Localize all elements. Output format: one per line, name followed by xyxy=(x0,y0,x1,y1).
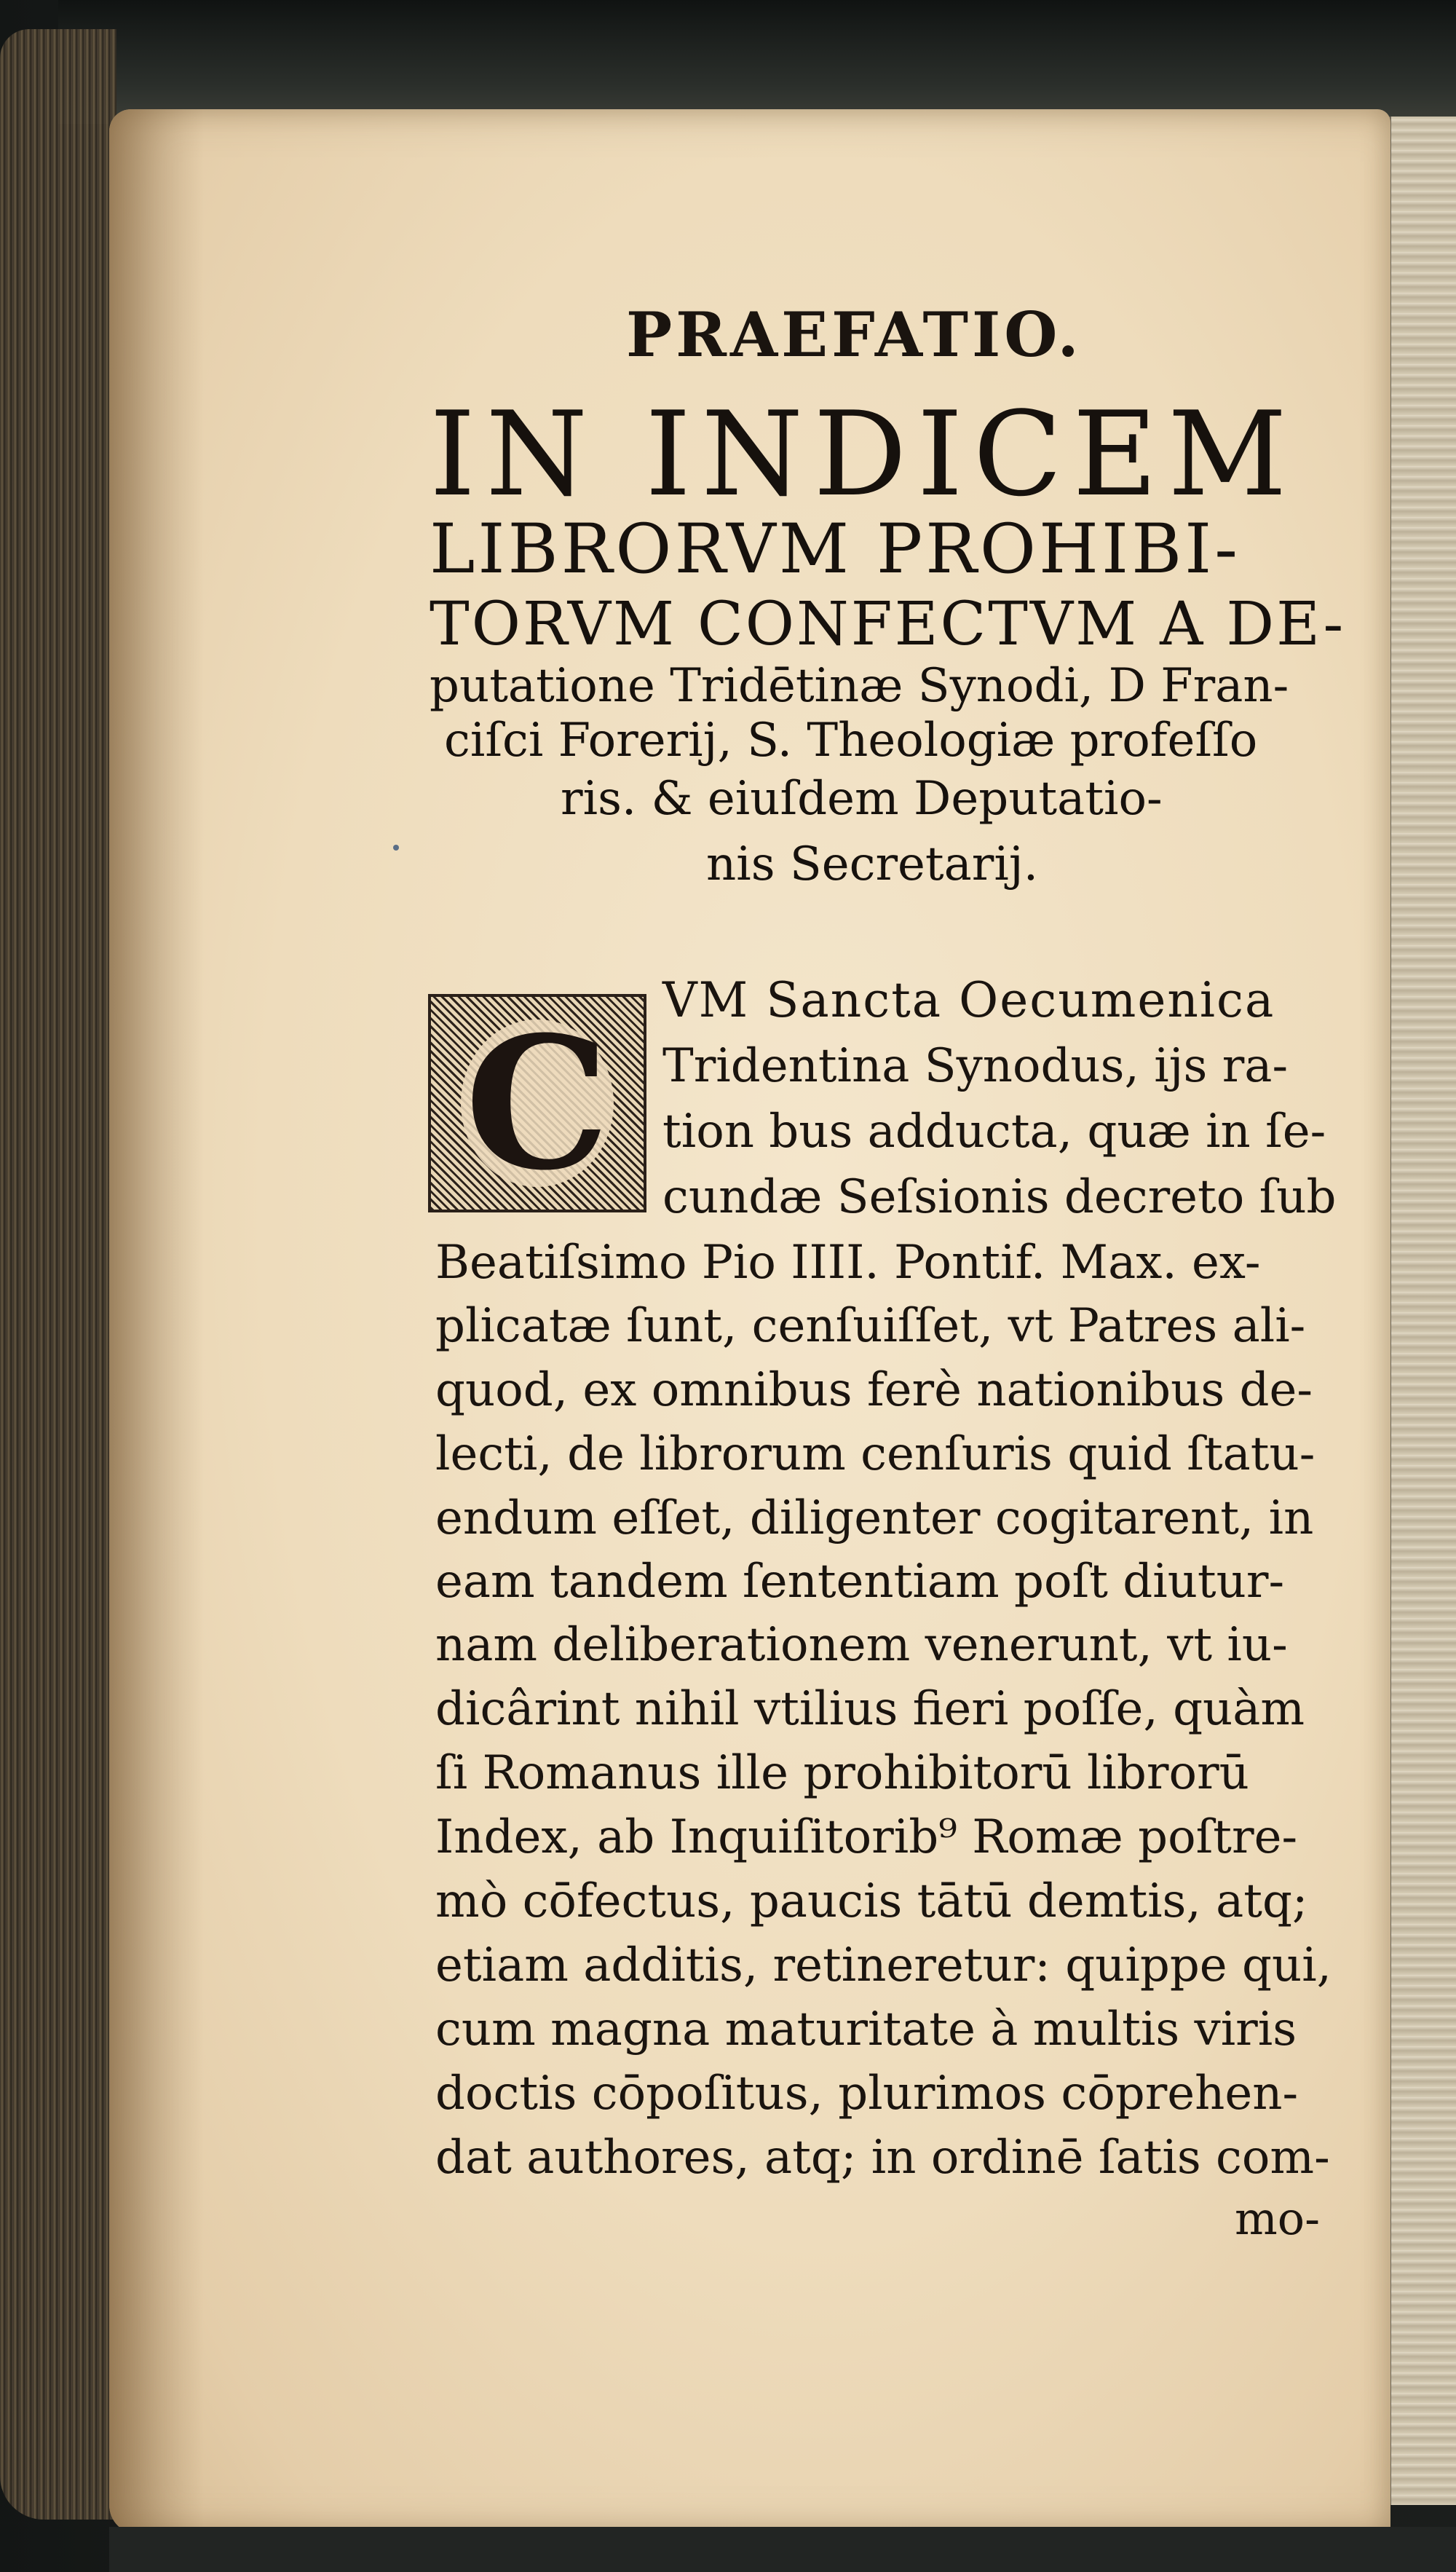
body-line: dat authores, atq; in ordinē ſatis com- xyxy=(435,2131,1330,2185)
body-line: Index, ab Inquiſitorib⁹ Romæ poſtre- xyxy=(435,1810,1298,1864)
body-line: doctis cōpoſitus, plurimos cōprehen- xyxy=(435,2067,1299,2121)
title-line-5: ciſci Forerij, S. Theologiæ profeſſo xyxy=(444,714,1258,768)
running-head: PRAEFATIO. xyxy=(626,299,1083,371)
title-line-6: ris. & eiuſdem Deputatio- xyxy=(561,772,1163,826)
intro-line-4: cundæ Seſsionis decreto ſub xyxy=(662,1170,1337,1224)
ink-spot xyxy=(393,845,399,851)
body-line: Beatiſsimo Pio IIII. Pontif. Max. ex- xyxy=(435,1236,1261,1290)
title-line-1: IN INDICEM xyxy=(430,386,1297,522)
gutter-shadow xyxy=(109,109,204,2534)
intro-line-1: VM Sancta Oecumenica xyxy=(662,972,1275,1028)
body-line: mò cōfectus, paucis tātū demtis, atq; xyxy=(435,1874,1308,1928)
body-line: etiam additis, retineretur: quippe qui, xyxy=(435,1938,1332,1992)
intro-line-3: tion bus adducta, quæ in ſe- xyxy=(662,1105,1326,1159)
decorated-initial xyxy=(428,994,646,1212)
facing-page-edge xyxy=(1387,117,1456,2505)
body-line: quod, ex omnibus ferè nationibus de- xyxy=(435,1363,1313,1417)
body-line: endum eſſet, diligenter cogitarent, in xyxy=(435,1491,1314,1545)
body-line: lecti, de librorum cenſuris quid ſtatu- xyxy=(435,1427,1315,1481)
body-line: nam deliberationem venerunt, vt iu- xyxy=(435,1618,1288,1672)
body-line: dicârint nihil vtilius fieri poſſe, quàm xyxy=(435,1682,1305,1736)
background-top xyxy=(58,0,1456,124)
background-bottom xyxy=(109,2527,1456,2572)
initial-letter: C xyxy=(461,1019,614,1187)
intro-line-2: Tridentina Synodus, ijs ra- xyxy=(662,1039,1289,1093)
title-line-3: TORVM CONFECTVM A DE- xyxy=(430,590,1346,659)
catchword: mo- xyxy=(1235,2192,1321,2245)
body-line: eam tandem ſententiam poſt diutur- xyxy=(435,1555,1285,1609)
title-line-7: nis Secretarij. xyxy=(706,837,1039,891)
title-line-2: LIBRORVM PROHIBI- xyxy=(430,510,1241,589)
title-line-4: putatione Tridētinæ Synodi, D Fran- xyxy=(430,659,1289,713)
body-line: plicatæ ſunt, cenſuiſſet, vt Patres ali- xyxy=(435,1299,1306,1353)
body-line: cum magna maturitate à multis viris xyxy=(435,2003,1297,2056)
body-line: ſi Romanus ille prohibitorū librorū xyxy=(435,1746,1249,1800)
book-edge xyxy=(0,29,116,2520)
